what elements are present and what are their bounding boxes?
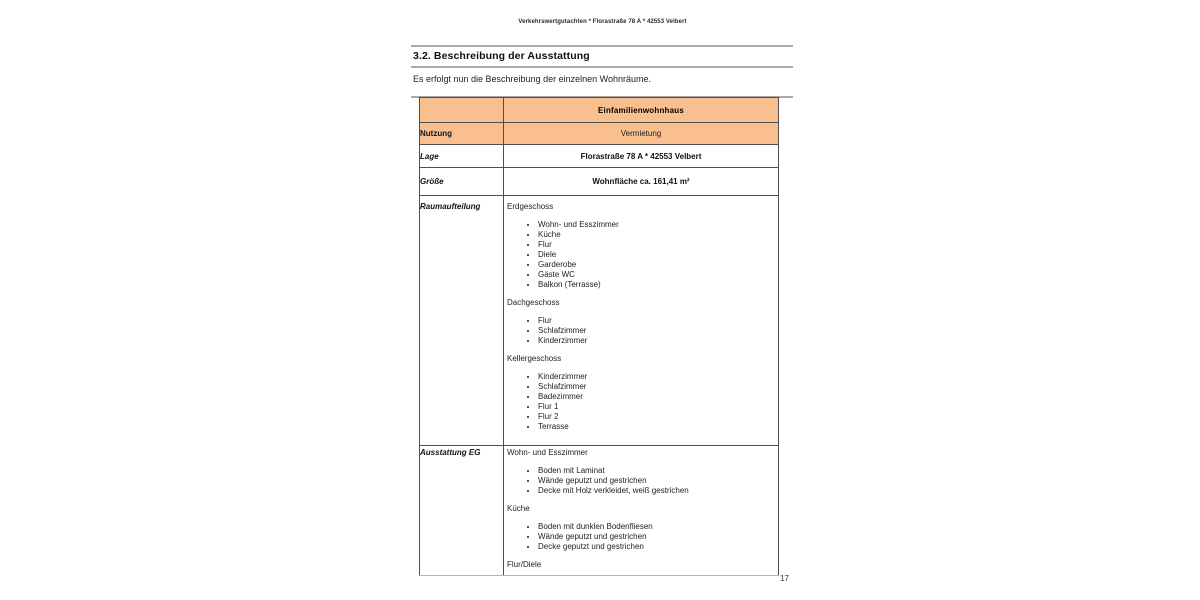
list-item: • Flur [538, 240, 778, 250]
list-item: • Schlafzimmer [538, 382, 778, 392]
list-item: • Flur [538, 316, 778, 326]
list-item: • Wände geputzt und gestrichen [538, 532, 778, 542]
running-header: Verkehrswertgutachten * Florastraße 78 A * 42553 Velbert [518, 19, 687, 25]
list-item: • Flur 2 [538, 412, 778, 422]
list-item: • Decke mit Holz verkleidet, weiß gestrichen [538, 486, 778, 496]
room-group-heading: Erdgeschoss [507, 202, 554, 211]
table-row-ausstattung-eg [420, 446, 779, 576]
table-title: Einfamilienwohnhaus [504, 98, 779, 123]
list-item: • Wohn- und Esszimmer [538, 220, 778, 230]
intro-paragraph: Es erfolgt nun die Beschreibung der einzelnen Wohnräume. [413, 74, 651, 84]
list-item: • Diele [538, 250, 778, 260]
list-item: • Balkon (Terrasse) [538, 280, 778, 290]
list-item: • Terrasse [538, 422, 778, 432]
list-item: • Schlafzimmer [538, 326, 778, 336]
heading-rule [411, 66, 793, 68]
bullet-list [507, 316, 778, 346]
table-row-lage [420, 145, 779, 168]
row-label-lage: Lage [420, 145, 504, 168]
row-label-ausstattung-eg: Ausstattung EG [420, 446, 504, 576]
list-item: • Garderobe [538, 260, 778, 270]
row-value-groesse: Wohnfläche ca. 161,41 m² [504, 168, 779, 196]
section-heading: 3.2. Beschreibung der Ausstattung [413, 50, 590, 62]
room-group-heading: Flur/Diele [507, 560, 542, 569]
row-value-nutzung: Vermietung [504, 123, 779, 145]
list-item: • Boden mit Laminat [538, 466, 778, 476]
document-page [412, 0, 793, 600]
list-item: • Küche [538, 230, 778, 240]
list-item: • Decke geputzt und gestrichen [538, 542, 778, 552]
row-label-groesse: Größe [420, 168, 504, 196]
table-corner-cell [420, 98, 504, 123]
list-item: • Badezimmer [538, 392, 778, 402]
table-row-nutzung [420, 123, 779, 145]
room-group-heading: Küche [507, 504, 530, 513]
property-spec-table [419, 97, 779, 576]
bullet-list [507, 372, 778, 432]
table-title-row [420, 98, 779, 123]
list-item: • Kinderzimmer [538, 336, 778, 346]
header-rule [411, 45, 793, 47]
list-item: • Boden mit dunklen Bodenfliesen [538, 522, 778, 532]
list-item: • Gäste WC [538, 270, 778, 280]
room-group-heading: Wohn- und Esszimmer [507, 448, 588, 457]
bullet-list [507, 466, 778, 496]
table-row-groesse [420, 168, 779, 196]
list-item: • Wände geputzt und gestrichen [538, 476, 778, 486]
bullet-list [507, 522, 778, 552]
raumaufteilung-content [504, 196, 779, 446]
list-item: • Flur 1 [538, 402, 778, 412]
room-group-heading: Dachgeschoss [507, 298, 560, 307]
table-row-raumaufteilung [420, 196, 779, 446]
row-label-raumaufteilung: Raumaufteilung [420, 196, 504, 446]
row-label-nutzung: Nutzung [420, 123, 504, 145]
page-number: 17 [780, 574, 789, 583]
bullet-list [507, 220, 778, 290]
row-value-lage: Florastraße 78 A * 42553 Velbert [504, 145, 779, 168]
room-group-heading: Kellergeschoss [507, 354, 562, 363]
ausstattung-eg-content [504, 446, 779, 576]
list-item: • Kinderzimmer [538, 372, 778, 382]
